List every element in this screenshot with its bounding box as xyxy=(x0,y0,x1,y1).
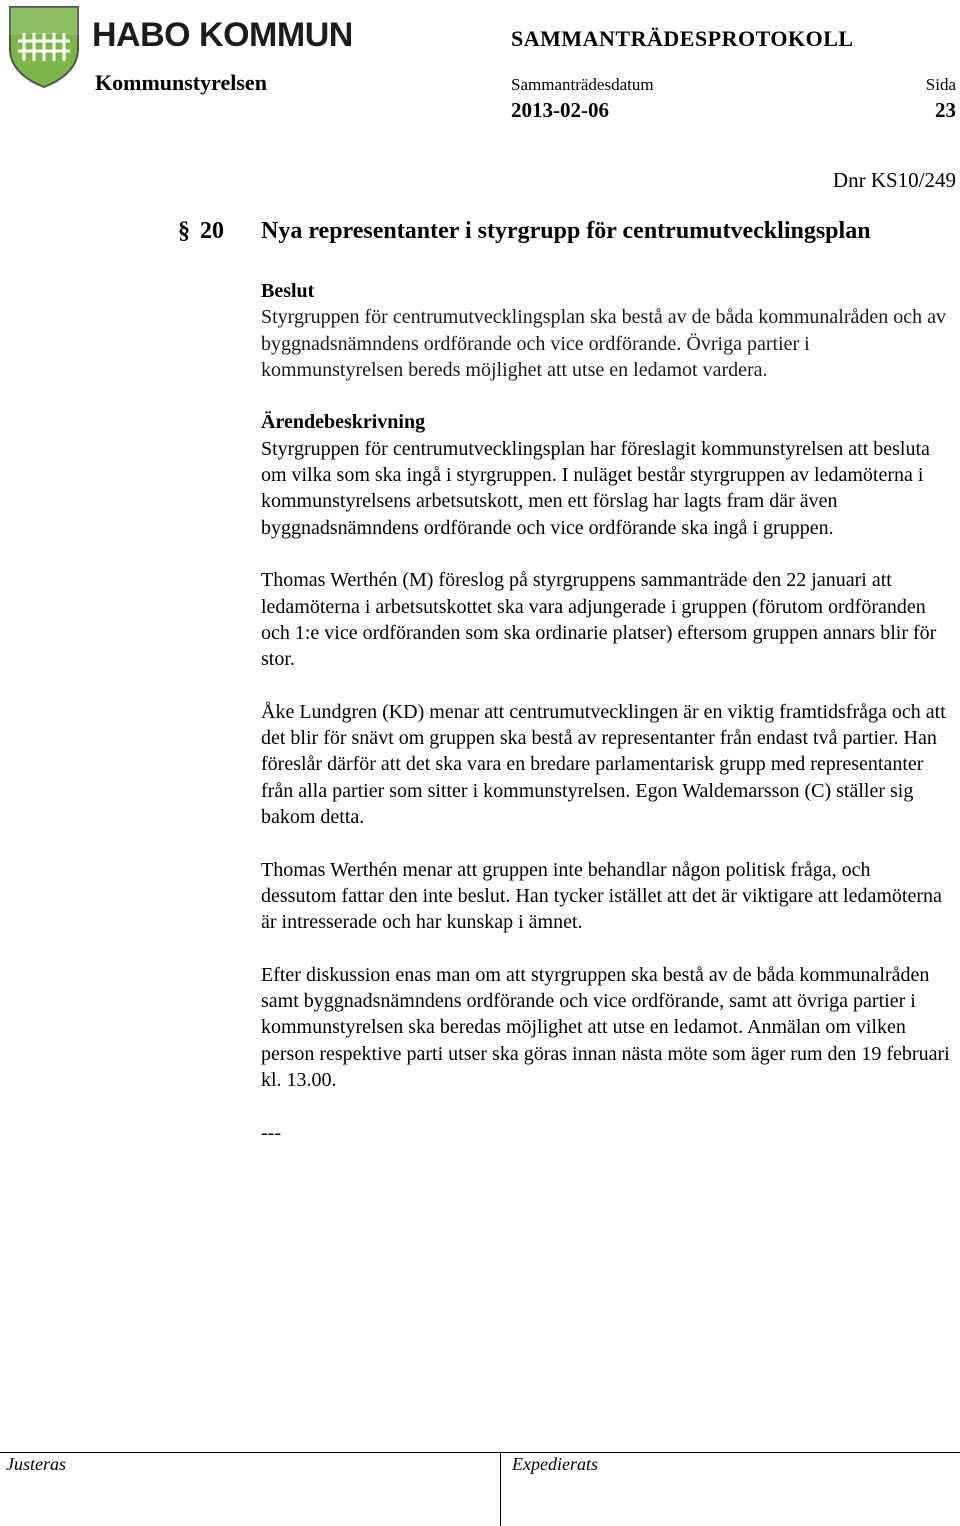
description-heading: Ärendebeskrivning xyxy=(261,411,426,434)
document-type: SAMMANTRÄDESPROTOKOLL xyxy=(511,26,854,51)
meeting-date-value: 2013-02-06 xyxy=(511,98,609,122)
municipal-shield-logo xyxy=(8,5,80,89)
description-paragraph: Thomas Werthén menar att gruppen inte behandlar någon politisk fråga, och dessutom fattar den inte beslut. Han tycker istället att det är viktigare att ledamöterna är intresserade och har kunskap i ämnet. xyxy=(261,858,942,934)
description-paragraph: Efter diskussion enas man om att styrgruppen ska bestå av de båda kommunalråden samt byggnadsnämndens ordförande och vice ordförande, samt att övriga partier i kommunstyrelsen ska beredas möjlighet att utse en ledamot. Anmälan om vilken person respektive parti utser ska göras innan nästa möte som äger rum den 19 februari kl. 13.00. xyxy=(261,963,950,1091)
footer-vertical-divider xyxy=(500,1452,501,1526)
meeting-date-label: Sammanträdesdatum xyxy=(511,75,654,94)
description-paragraph: Åke Lundgren (KD) menar att centrumutvecklingen är en viktig framtidsfråga och att det blir för snävt om gruppen ska bestå av representanter från endast två partier. Han föreslår därför att det ska vara en bredare parlamentarisk grupp med representanter från alla partier som sitter i kommunstyrelsen. Egon Waldemarsson (C) ställer sig bakom detta. xyxy=(261,700,946,828)
section-sign: § xyxy=(178,218,190,244)
page-number: 23 xyxy=(935,98,956,122)
decision-heading: Beslut xyxy=(261,280,315,302)
footer-divider-line xyxy=(0,1452,960,1453)
section-title: Nya representanter i styrgrupp för centrumutvecklingsplan xyxy=(261,218,871,244)
end-mark: --- xyxy=(261,1121,281,1144)
case-number: Dnr KS10/249 xyxy=(832,168,956,192)
decision-text: Styrgruppen för centrumutvecklingsplan ska bestå av de båda kommunalråden och av byggnadsnämndens ordförande och vice ordförande. Övriga partier i kommunstyrelsen bereds möjlighet att utse en ledamot vardera. xyxy=(261,306,946,381)
organization-name: Kommunstyrelsen xyxy=(95,70,267,95)
description-paragraph: Styrgruppen för centrumutvecklingsplan har föreslagit kommunstyrelsen att besluta om vilka som ska ingå i styrgruppen. I nuläget består styrgruppen av ledamöterna i kommunstyrelsens arbetsutskott, men ett förslag har lagts fram där även byggnadsnämndens ordförande och vice ordförande ska ingå i gruppen. xyxy=(261,437,930,539)
footer-justeras-label: Justeras xyxy=(6,1454,66,1474)
footer-expedierats-label: Expedierats xyxy=(512,1454,598,1474)
description-paragraph: Thomas Werthén (M) föreslog på styrgruppens sammanträde den 22 januari att ledamöterna i arbetsutskottet ska vara adjungerade i gruppen (förutom ordföranden och 1:e vice ordföranden som ska ordinarie platser) eftersom gruppen annars blir för stor. xyxy=(261,569,937,671)
logo-wordmark: HABO KOMMUN xyxy=(92,16,353,54)
page-label: Sida xyxy=(925,75,956,94)
document-body xyxy=(261,278,951,1172)
section-number: 20 xyxy=(200,218,224,244)
